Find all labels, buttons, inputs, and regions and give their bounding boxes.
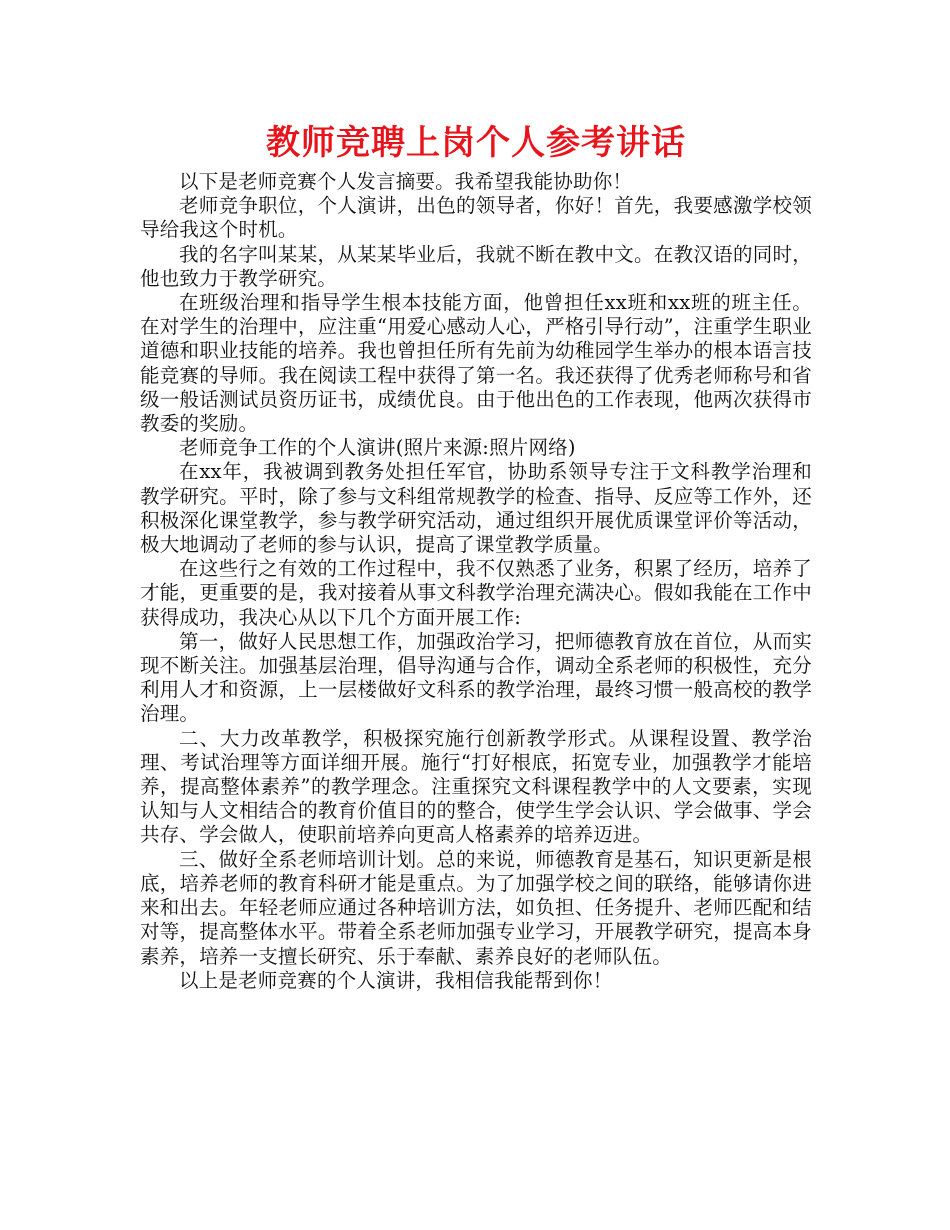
paragraph-plan-third: 三、做好全系老师培训计划。总的来说，师德教育是基石，知识更新是根底，培养老师的教育科研才能是重点。为了加强学校之间的联络，能够请你进来和出去。年轻老师应通过各种培训方法，如负担、任务提升、老师匹配和结对等，提高整体水平。带着全系老师加强专业学习，开展教学研究，提高本身素养，培养一支擅长研究、乐于奉献、素养良好的老师队伍。: [140, 847, 812, 968]
paragraph-intro: 以下是老师竞赛个人发言摘要。我希望我能协助你！: [179, 170, 633, 193]
paragraph-plan-second: 二、大力改革教学，积极探究施行创新教学形式。从课程设置、教学治理、考试治理等方面详细开展。施行“打好根底，拓宽专业，加强教学才能培养，提高整体素养”的教学理念。注重探究文科课程教学中的人文要素，实现认知与人文相结合的教育价值目的的整合，使学生学会认识、学会做事、学会共存、学会做人，使职前培养向更高人格素养的培养迈进。: [140, 726, 812, 847]
paragraph-work-process: 在这些行之有效的工作过程中，我不仅熟悉了业务，积累了经历，培养了才能，更重要的是，我对接着从事文科教学治理充满决心。假如我能在工作中获得成功，我决心从以下几个方面开展工作:: [140, 557, 812, 629]
paragraph-class-management: 在班级治理和指导学生根本技能方面，他曾担任xx班和xx班的班主任。在对学生的治理中，应注重“用爱心感动人心，严格引导行动”，注重学生职业道德和职业技能的培养。我也曾担任所有先前为幼稚园学生举办的根本语言技能竞赛的导师。我在阅读工程中获得了第一名。我还获得了优秀老师称号和省级一般话测试员资历证书，成绩优良。由于他出色的工作表现，他两次获得市教委的奖励。: [140, 291, 812, 436]
paragraph-subheading: 老师竞争工作的个人演讲(照片来源:照片网络): [179, 436, 576, 460]
paragraph-self-introduction: 我的名字叫某某，从某某毕业后，我就不断在教中文。在教汉语的同时，他也致力于教学研究。: [140, 242, 812, 290]
document-title: 教师竞聘上岗个人参考讲话: [266, 123, 686, 163]
paragraph-academic-affairs: 在xx年，我被调到教务处担任军官，协助系领导专注于文科教学治理和教学研究。平时，除了参与文科组常规教学的检查、指导、反应等工作外，还积极深化课堂教学，参与教学研究活动，通过组织开展优质课堂评价等活动，极大地调动了老师的参与认识，提高了课堂教学质量。: [140, 460, 812, 557]
paragraph-greeting: 老师竞争职位，个人演讲，出色的领导者，你好！首先，我要感激学校领导给我这个时机。: [140, 194, 812, 242]
paragraph-closing: 以上是老师竞赛的个人演讲，我相信我能帮到你！: [179, 968, 613, 992]
document-body: [140, 170, 812, 993]
paragraph-plan-first: 第一，做好人民思想工作，加强政治学习，把师德教育放在首位，从而实现不断关注。加强基层治理，倡导沟通与合作，调动全系老师的积极性，充分利用人才和资源，上一层楼做好文科系的教学治理，最终习惯一般高校的教学治理。: [140, 629, 812, 726]
document-page: [140, 118, 812, 993]
